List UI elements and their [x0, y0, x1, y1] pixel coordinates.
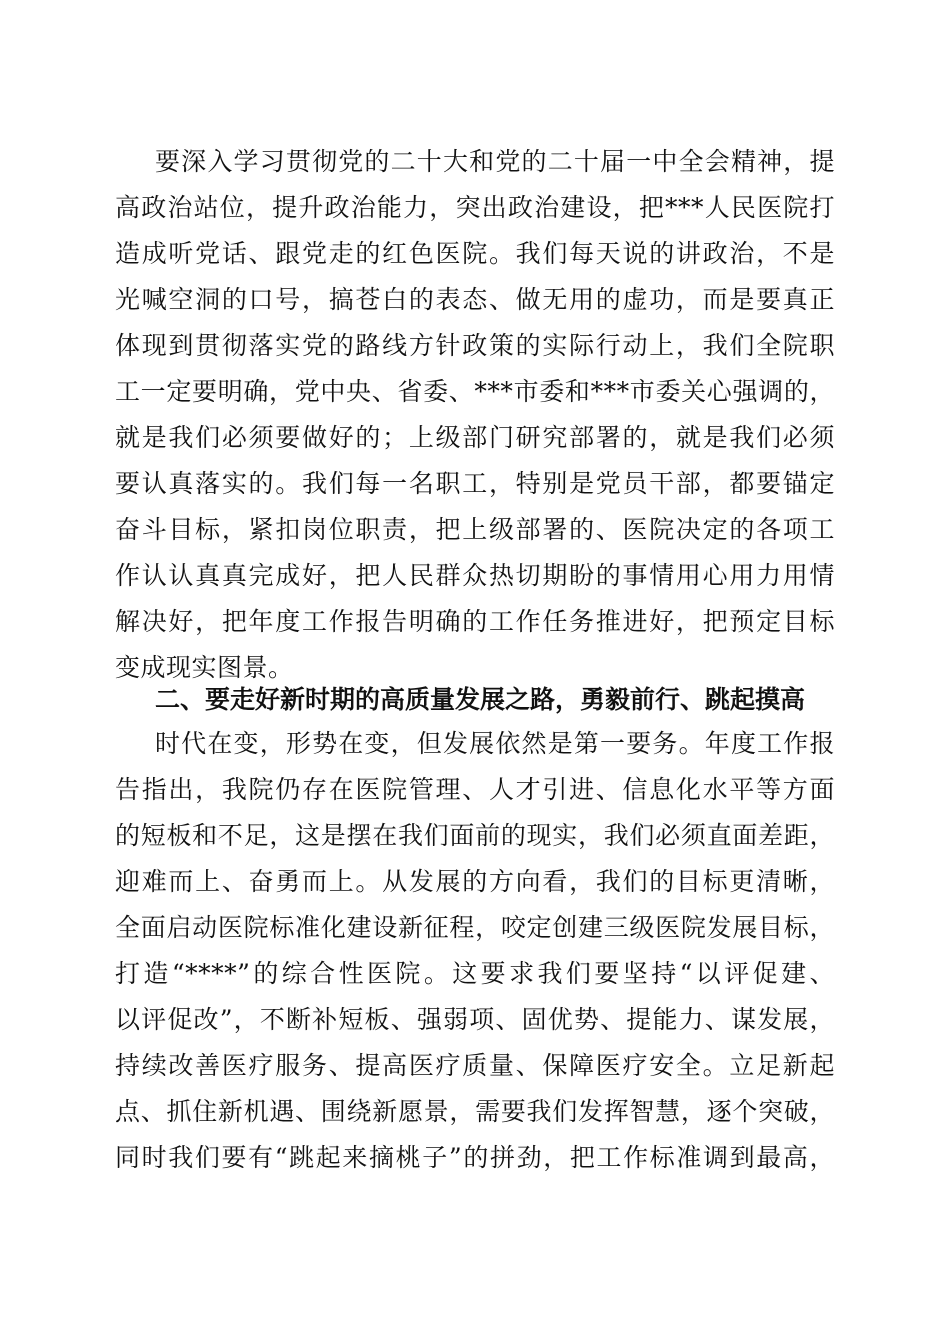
paragraph-1-line-10: 作认认真真完成好，把人民群众热切期盼的事情用心用力用情 [115, 561, 835, 590]
paragraph-1-line-1: 要深入学习贯彻党的二十大和党的二十届一中全会精神，提 [155, 147, 835, 176]
paragraph-1-line-6: 工一定要明确，党中央、省委、***市委和***市委关心强调的， [115, 377, 835, 406]
paragraph-1-line-2: 高政治站位，提升政治能力，突出政治建设，把***人民医院打 [115, 193, 835, 222]
paragraph-1-line-7: 就是我们必须要做好的；上级部门研究部署的，就是我们必须 [115, 423, 835, 452]
body-text [115, 0, 835, 1344]
paragraph-1-line-3: 造成听党话、跟党走的红色医院。我们每天说的讲政治，不是 [115, 239, 835, 268]
paragraph-2-line-1: 时代在变，形势在变，但发展依然是第一要务。年度工作报 [155, 729, 835, 758]
paragraph-2-line-10: 同时我们要有“跳起来摘桃子”的拼劲，把工作标准调到最高， [115, 1143, 835, 1172]
paragraph-1-line-9: 奋斗目标，紧扣岗位职责，把上级部署的、医院决定的各项工 [115, 515, 835, 544]
paragraph-1-line-8: 要认真落实的。我们每一名职工，特别是党员干部，都要锚定 [115, 469, 835, 498]
paragraph-2-line-3: 的短板和不足，这是摆在我们面前的现实，我们必须直面差距， [115, 821, 835, 850]
paragraph-2-line-4: 迎难而上、奋勇而上。从发展的方向看，我们的目标更清晰， [115, 867, 835, 896]
paragraph-2-line-5: 全面启动医院标准化建设新征程，咬定创建三级医院发展目标， [115, 913, 835, 942]
paragraph-1-line-4: 光喊空洞的口号，搞苍白的表态、做无用的虚功，而是要真正 [115, 285, 835, 314]
paragraph-1-line-11: 解决好，把年度工作报告明确的工作任务推进好，把预定目标 [115, 607, 835, 636]
paragraph-2-line-7: 以评促改”，不断补短板、强弱项、固优势、提能力、谋发展， [115, 1005, 835, 1034]
paragraph-2-line-9: 点、抓住新机遇、围绕新愿景，需要我们发挥智慧，逐个突破， [115, 1097, 835, 1126]
paragraph-2-line-2: 告指出，我院仍存在医院管理、人才引进、信息化水平等方面 [115, 775, 835, 804]
paragraph-2-line-8: 持续改善医疗服务、提高医疗质量、保障医疗安全。立足新起 [115, 1051, 835, 1080]
paragraph-1-line-12: 变成现实图景。 [115, 653, 294, 682]
paragraph-2-line-6: 打造“****”的综合性医院。这要求我们要坚持“以评促建、 [115, 959, 835, 988]
section-heading-2: 二、要走好新时期的高质量发展之路，勇毅前行、跳起摸高 [155, 685, 806, 714]
paragraph-1-line-5: 体现到贯彻落实党的路线方针政策的实际行动上，我们全院职 [115, 331, 835, 360]
